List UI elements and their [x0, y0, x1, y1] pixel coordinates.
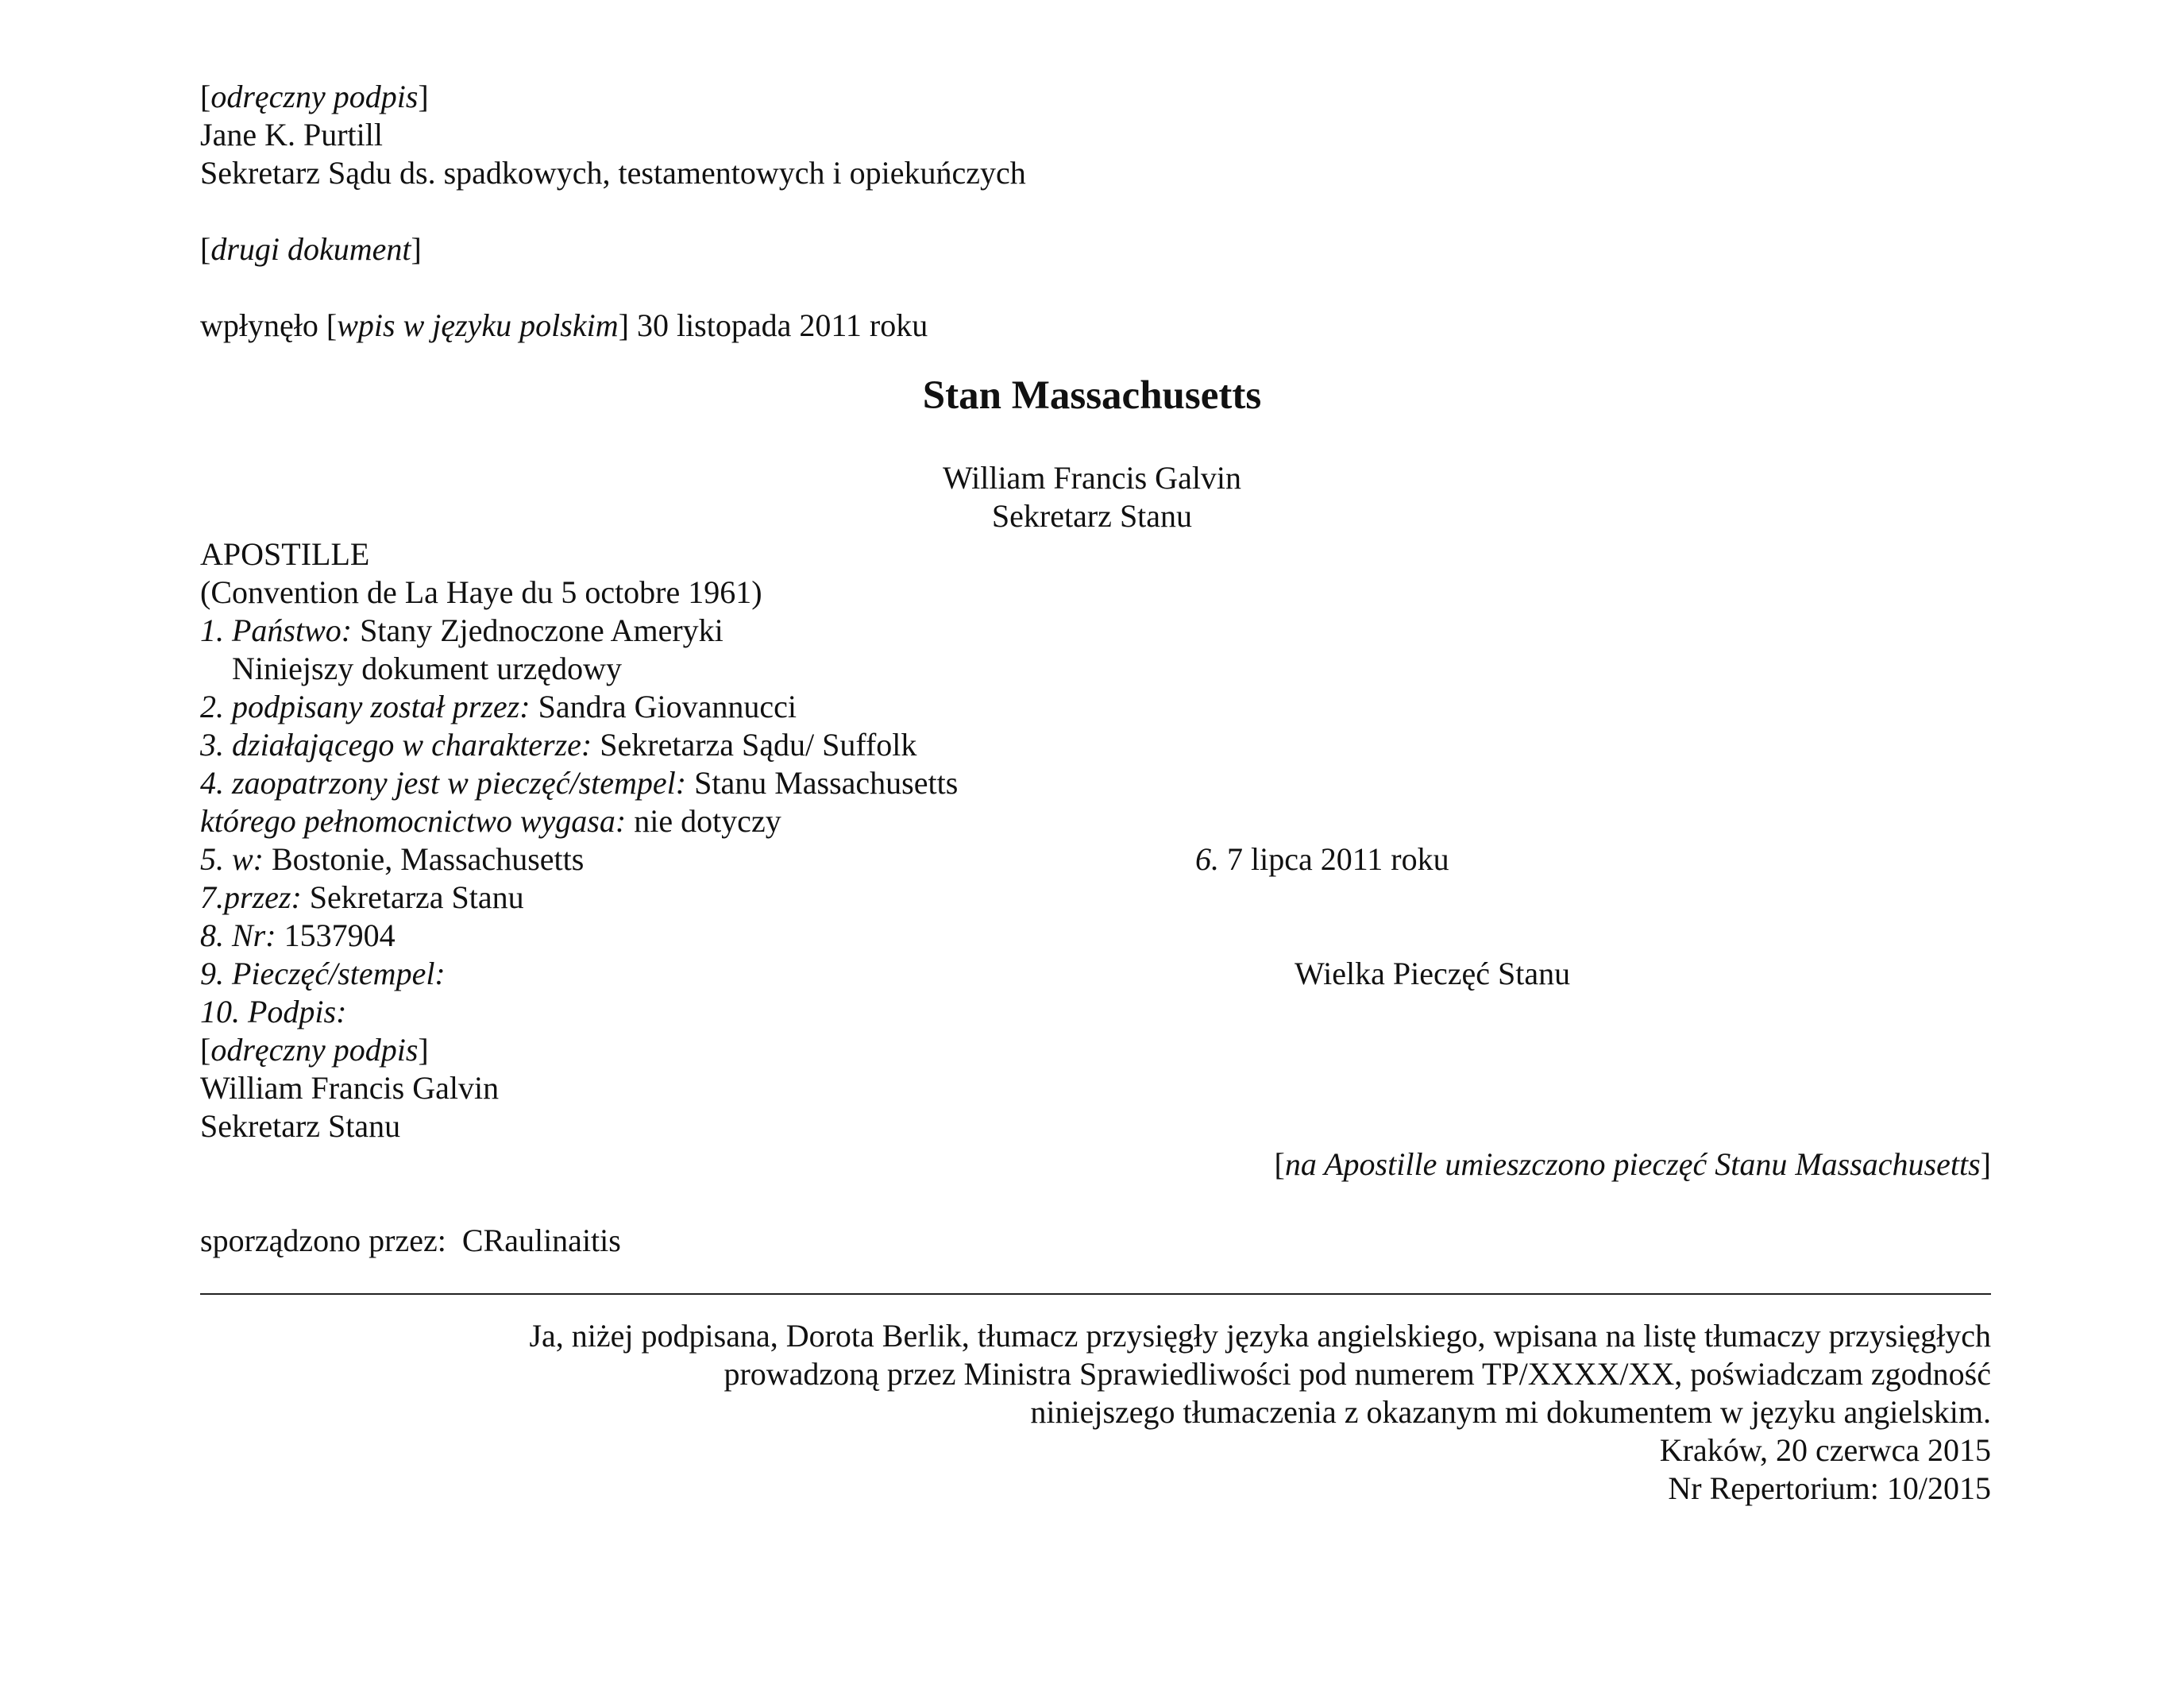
separator-line	[200, 1293, 1991, 1295]
expiry-label: którego pełnomocnictwo wygasa:	[200, 803, 627, 839]
item-6-value: 7 lipca 2011 roku	[1219, 841, 1449, 877]
official-name: William Francis Galvin	[942, 460, 1242, 496]
handwritten-signature-text: odręczny podpis	[210, 79, 419, 114]
apostille-expiry	[200, 802, 781, 840]
certification-repertorium: Nr Repertorium: 10/2015	[1668, 1470, 1991, 1506]
item-2-label: 2. podpisany został przez:	[200, 689, 531, 724]
item-8-label: 8. Nr:	[200, 917, 276, 953]
apostille-item-4	[200, 764, 958, 802]
official-role: Sekretarz Stanu	[991, 498, 1193, 534]
item-4-label: 4. zaopatrzony jest w pieczęć/stempel:	[200, 765, 687, 801]
signer-name: William Francis Galvin	[200, 1070, 500, 1106]
apostille-item-1	[200, 612, 723, 650]
apostille-item-5	[200, 840, 584, 879]
apostille-signature-note: [odręczny podpis]	[200, 1032, 429, 1068]
signer-role: Sekretarz Stanu	[200, 1108, 401, 1144]
item-9-label: 9. Pieczęć/stempel:	[200, 956, 446, 991]
seal-note: [na Apostille umieszczono pieczęć Stanu Massachusetts]	[1274, 1146, 1991, 1182]
item-5-label: 5. w:	[200, 841, 264, 877]
prepared-value: CRaulinaitis	[446, 1223, 621, 1258]
item-3-value: Sekretarza Sądu/ Suffolk	[592, 727, 917, 763]
certification-line-2: prowadzoną przez Ministra Sprawiedliwości pod numerem TP/XXXX/XX, poświadczam zgodność	[723, 1356, 1991, 1392]
apostille-item-3	[200, 726, 916, 764]
item-1-label: 1. Państwo:	[200, 612, 353, 648]
apostille-item-8	[200, 917, 396, 955]
item-10-label: 10. Podpis:	[200, 994, 347, 1029]
second-document-text: drugi dokument	[210, 231, 411, 267]
second-document-note: [drugi dokument]	[200, 231, 422, 267]
item-4-value: Stanu Massachusetts	[686, 765, 959, 801]
item-2-value: Sandra Giovannucci	[530, 689, 797, 724]
item-1-value: Stany Zjednoczone Ameryki	[352, 612, 723, 648]
clerk-name: Jane K. Purtill	[200, 117, 383, 153]
seal-note-text: na Apostille umieszczono pieczęć Stanu Massachusetts	[1284, 1146, 1981, 1182]
item-7-label: 7.przez:	[200, 879, 302, 915]
apostille-item-9	[200, 955, 446, 993]
received-prefix: wpłynęło	[200, 307, 326, 343]
item-5-value: Bostonie, Massachusetts	[264, 841, 585, 877]
apostille-item-6	[1195, 840, 1449, 879]
apostille-signature-text: odręczny podpis	[210, 1032, 419, 1068]
certification-line-3: niniejszego tłumaczenia z okazanym mi dokumentem w języku angielskim.	[1030, 1394, 1991, 1430]
expiry-value: nie dotyczy	[626, 803, 781, 839]
certification-place-date: Kraków, 20 czerwca 2015	[1659, 1432, 1991, 1468]
item-3-label: 3. działającego w charakterze:	[200, 727, 592, 763]
clerk-position: Sekretarz Sądu ds. spadkowych, testamentowych i opiekuńczych	[200, 155, 1026, 191]
certification-line-1: Ja, niżej podpisana, Dorota Berlik, tłumacz przysięgły języka angielskiego, wpisana na listę tłumaczy przysięgłych	[529, 1318, 1991, 1354]
prepared-by	[200, 1222, 621, 1260]
received-note: wpis w języku polskim	[337, 307, 619, 343]
document-title: Stan Massachusetts	[922, 373, 1262, 418]
handwritten-signature-note: [odręczny podpis]	[200, 79, 429, 114]
item-6-label: 6.	[1195, 841, 1219, 877]
item-7-value: Sekretarza Stanu	[301, 879, 524, 915]
received-date: 30 listopada 2011 roku	[628, 307, 928, 343]
prepared-label: sporządzono przez:	[200, 1223, 446, 1258]
apostille-item-10	[200, 993, 346, 1031]
apostille-item-2	[200, 688, 797, 726]
apostille-convention: (Convention de La Haye du 5 octobre 1961)	[200, 574, 762, 610]
apostille-item-9-value: Wielka Pieczęć Stanu	[1295, 956, 1571, 991]
received-line: wpłynęło [wpis w języku polskim] 30 listopada 2011 roku	[200, 307, 928, 343]
apostille-document-line: Niniejszy dokument urzędowy	[232, 651, 622, 686]
item-8-value: 1537904	[276, 917, 396, 953]
apostille-item-7	[200, 879, 524, 917]
apostille-heading: APOSTILLE	[200, 536, 370, 572]
